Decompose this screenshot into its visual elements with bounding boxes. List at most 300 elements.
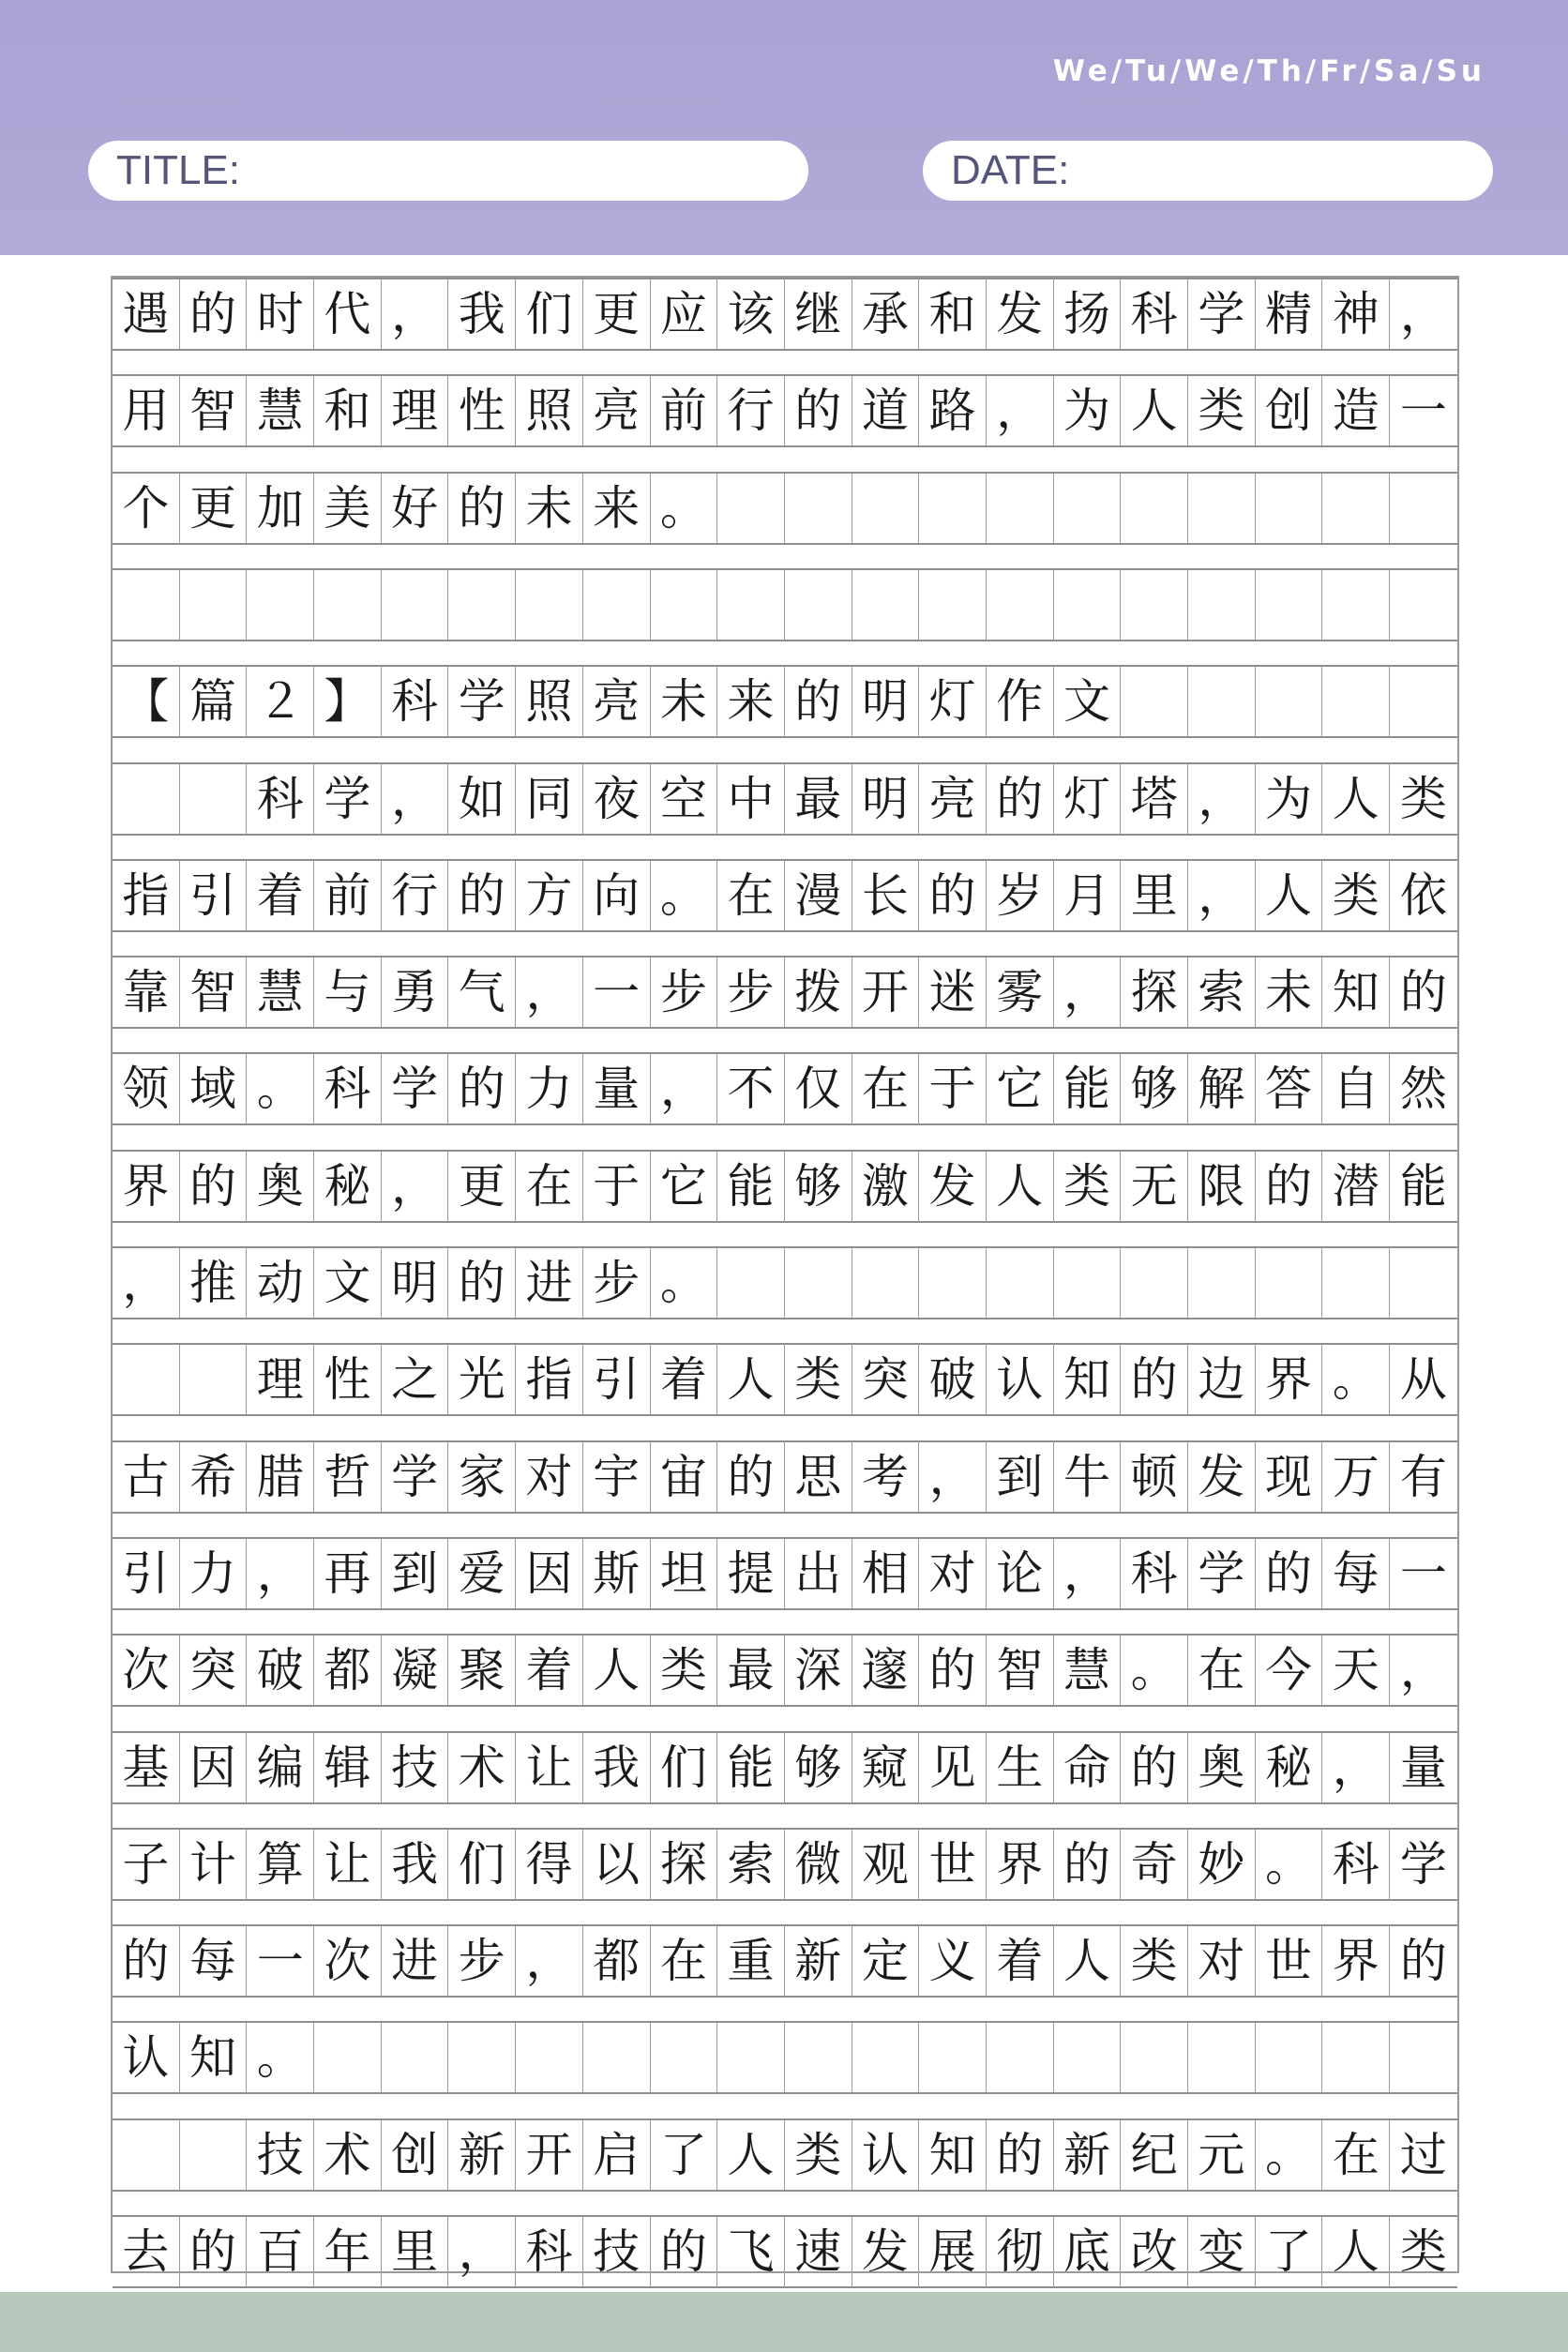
grid-cell bbox=[448, 570, 516, 640]
grid-cell: 与 bbox=[314, 957, 382, 1027]
grid-cell bbox=[314, 570, 382, 640]
grid-cell: 发 bbox=[919, 1152, 987, 1221]
grid-cell: 精 bbox=[1256, 279, 1323, 349]
grid-cell: 希 bbox=[180, 1442, 248, 1512]
grid-cell: ， bbox=[1054, 1539, 1122, 1608]
grid-cell: 考 bbox=[852, 1442, 920, 1512]
manuscript-grid bbox=[111, 276, 1459, 2279]
grid-cell: 未 bbox=[1256, 957, 1323, 1027]
grid-cell: 的 bbox=[919, 861, 987, 930]
grid-cell: ， bbox=[919, 1442, 987, 1512]
grid-cell: 引 bbox=[180, 861, 248, 930]
grid-cell: ， bbox=[382, 764, 449, 834]
footer-bar bbox=[0, 2292, 1568, 2352]
grid-cell: 彻 bbox=[987, 2217, 1054, 2286]
grid-cell: 学 bbox=[448, 667, 516, 736]
grid-cell: 世 bbox=[1256, 1926, 1323, 1996]
title-label: TITLE: bbox=[116, 147, 241, 193]
grid-cell: 界 bbox=[1322, 1926, 1390, 1996]
grid-cell: 学 bbox=[382, 1442, 449, 1512]
grid-cell: ， bbox=[247, 1539, 314, 1608]
grid-cell: 知 bbox=[919, 2120, 987, 2190]
grid-cell: 对 bbox=[1188, 1926, 1256, 1996]
grid-cell bbox=[247, 570, 314, 640]
grid-cell bbox=[113, 570, 180, 640]
title-field[interactable] bbox=[88, 141, 808, 201]
grid-cell bbox=[583, 570, 651, 640]
grid-cell: 科 bbox=[516, 2217, 583, 2286]
grid-cell: 灯 bbox=[1054, 764, 1122, 834]
grid-cell: 奥 bbox=[1188, 1733, 1256, 1802]
grid-cell: 着 bbox=[651, 1345, 718, 1414]
grid-cell bbox=[113, 1345, 180, 1414]
grid-cell: 灯 bbox=[919, 667, 987, 736]
grid-cell: 再 bbox=[314, 1539, 382, 1608]
grid-cell bbox=[1188, 2023, 1256, 2092]
grid-cell: 着 bbox=[987, 1926, 1054, 1996]
grid-cell bbox=[583, 2023, 651, 2092]
grid-cell: 不 bbox=[717, 1054, 785, 1123]
grid-row bbox=[113, 1150, 1457, 1223]
grid-cell: 突 bbox=[180, 1636, 248, 1705]
grid-cell bbox=[785, 474, 852, 543]
grid-cell: 类 bbox=[1054, 1152, 1122, 1221]
grid-cell bbox=[987, 570, 1054, 640]
grid-cell: 在 bbox=[651, 1926, 718, 1996]
grid-cell bbox=[1390, 570, 1457, 640]
grid-row bbox=[113, 1440, 1457, 1514]
grid-cell: 类 bbox=[1399, 2224, 1447, 2279]
grid-cell bbox=[717, 474, 785, 543]
grid-cell: 科 bbox=[1322, 1830, 1390, 1899]
grid-cell bbox=[1256, 1248, 1323, 1318]
grid-cell: 空 bbox=[651, 764, 718, 834]
grid-cell bbox=[1256, 474, 1323, 543]
grid-cell: 观 bbox=[852, 1830, 920, 1899]
grid-cell bbox=[1121, 667, 1188, 736]
grid-cell: 限 bbox=[1188, 1152, 1256, 1221]
grid-cell: 宇 bbox=[583, 1442, 651, 1512]
grid-cell: 新 bbox=[785, 1926, 852, 1996]
grid-cell: 美 bbox=[314, 474, 382, 543]
grid-cell: 遇 bbox=[113, 279, 180, 349]
grid-cell: 奇 bbox=[1121, 1830, 1188, 1899]
weekday-selector[interactable]: We/Tu/We/Th/Fr/Sa/Su bbox=[1052, 54, 1485, 88]
grid-cell: 界 bbox=[1256, 1345, 1323, 1414]
grid-cell: 照 bbox=[516, 376, 583, 445]
grid-cell bbox=[651, 2023, 718, 2092]
grid-cell bbox=[717, 2023, 785, 2092]
grid-row bbox=[113, 1246, 1457, 1319]
grid-cell: 术 bbox=[448, 1733, 516, 1802]
grid-cell: 算 bbox=[247, 1830, 314, 1899]
grid-cell: 哲 bbox=[314, 1442, 382, 1512]
grid-cell: 了 bbox=[651, 2120, 718, 2190]
grid-cell: 】 bbox=[314, 667, 382, 736]
grid-cell: 月 bbox=[1054, 861, 1122, 930]
grid-cell: 顿 bbox=[1121, 1442, 1188, 1512]
grid-cell bbox=[651, 570, 718, 640]
grid-cell: 古 bbox=[113, 1442, 180, 1512]
grid-cell bbox=[180, 1345, 248, 1414]
grid-cell: 论 bbox=[987, 1539, 1054, 1608]
grid-cell: 的 bbox=[1121, 1733, 1188, 1802]
grid-cell: 如 bbox=[448, 764, 516, 834]
grid-cell: 该 bbox=[717, 279, 785, 349]
grid-cell: 科 bbox=[314, 1054, 382, 1123]
grid-cell: 进 bbox=[382, 1926, 449, 1996]
grid-cell: 万 bbox=[1322, 1442, 1390, 1512]
grid-cell: 仅 bbox=[785, 1054, 852, 1123]
grid-cell: 在 bbox=[852, 1054, 920, 1123]
grid-cell: 宙 bbox=[651, 1442, 718, 1512]
grid-cell: 慧 bbox=[1054, 1636, 1122, 1705]
grid-cell: 我 bbox=[583, 1733, 651, 1802]
grid-cell: 推 bbox=[180, 1248, 248, 1318]
grid-cell: 文 bbox=[1054, 667, 1122, 736]
grid-cell: 前 bbox=[314, 861, 382, 930]
grid-cell: 在 bbox=[516, 1152, 583, 1221]
grid-cell: 都 bbox=[583, 1926, 651, 1996]
grid-cell: ， bbox=[516, 957, 583, 1027]
grid-cell: 因 bbox=[516, 1539, 583, 1608]
grid-cell: 的 bbox=[448, 1054, 516, 1123]
grid-cell: ， bbox=[1399, 1643, 1447, 1698]
grid-cell: 步 bbox=[448, 1926, 516, 1996]
grid-cell: 得 bbox=[516, 1830, 583, 1899]
grid-cell: 纪 bbox=[1121, 2120, 1188, 2190]
grid-cell: 智 bbox=[987, 1636, 1054, 1705]
grid-cell bbox=[852, 474, 920, 543]
grid-cell: 更 bbox=[180, 474, 248, 543]
grid-cell: 出 bbox=[785, 1539, 852, 1608]
grid-row bbox=[113, 956, 1457, 1029]
grid-cell: 的 bbox=[113, 1926, 180, 1996]
grid-cell: 的 bbox=[180, 1152, 248, 1221]
grid-cell: 的 bbox=[1399, 965, 1447, 1020]
grid-cell: 创 bbox=[382, 2120, 449, 2190]
grid-cell: 的 bbox=[180, 2217, 248, 2286]
grid-cell: 理 bbox=[247, 1345, 314, 1414]
grid-cell: 依 bbox=[1399, 867, 1447, 923]
grid-cell: 步 bbox=[717, 957, 785, 1027]
grid-cell: ， bbox=[987, 376, 1054, 445]
grid-cell: 雾 bbox=[987, 957, 1054, 1027]
grid-cell bbox=[180, 2120, 248, 2190]
grid-cell: 造 bbox=[1322, 376, 1390, 445]
grid-cell: 元 bbox=[1188, 2120, 1256, 2190]
grid-cell: 【 bbox=[113, 667, 180, 736]
grid-cell: ， bbox=[1322, 1733, 1390, 1802]
grid-cell: 于 bbox=[583, 1152, 651, 1221]
grid-cell: 科 bbox=[1121, 1539, 1188, 1608]
grid-cell bbox=[852, 1248, 920, 1318]
grid-cell: 的 bbox=[785, 667, 852, 736]
grid-cell: 认 bbox=[987, 1345, 1054, 1414]
date-field[interactable] bbox=[923, 141, 1493, 201]
grid-cell: 能 bbox=[1054, 1054, 1122, 1123]
grid-cell: 人 bbox=[1054, 1926, 1122, 1996]
grid-cell: 技 bbox=[247, 2120, 314, 2190]
grid-cell: 它 bbox=[987, 1054, 1054, 1123]
grid-cell bbox=[919, 570, 987, 640]
grid-cell: 的 bbox=[180, 279, 248, 349]
grid-cell: 我 bbox=[448, 279, 516, 349]
grid-cell: 对 bbox=[919, 1539, 987, 1608]
grid-cell bbox=[113, 2120, 180, 2190]
grid-cell: 作 bbox=[987, 667, 1054, 736]
grid-cell: 用 bbox=[113, 376, 180, 445]
grid-cell: 爱 bbox=[448, 1539, 516, 1608]
grid-cell: ， bbox=[1188, 861, 1256, 930]
grid-cell: 明 bbox=[382, 1248, 449, 1318]
grid-cell: 到 bbox=[382, 1539, 449, 1608]
grid-cell: 创 bbox=[1256, 376, 1323, 445]
grid-cell: 边 bbox=[1188, 1345, 1256, 1414]
grid-cell: 里 bbox=[1121, 861, 1188, 930]
grid-row bbox=[113, 2021, 1457, 2094]
grid-cell: 次 bbox=[314, 1926, 382, 1996]
grid-cell: 学 bbox=[1188, 279, 1256, 349]
grid-cell: 向 bbox=[583, 861, 651, 930]
grid-cell: 一 bbox=[1399, 384, 1447, 439]
grid-cell: 今 bbox=[1256, 1636, 1323, 1705]
grid-cell: ， bbox=[1399, 287, 1447, 341]
grid-cell: 人 bbox=[717, 1345, 785, 1414]
grid-cell bbox=[785, 2023, 852, 2092]
grid-cell: 和 bbox=[314, 376, 382, 445]
grid-cell: ， bbox=[382, 1152, 449, 1221]
grid-cell: 更 bbox=[583, 279, 651, 349]
grid-cell: 去 bbox=[113, 2217, 180, 2286]
grid-row bbox=[113, 472, 1457, 545]
grid-cell: 奥 bbox=[247, 1152, 314, 1221]
grid-cell: 的 bbox=[785, 376, 852, 445]
grid-cell: 定 bbox=[852, 1926, 920, 1996]
grid-cell: 破 bbox=[247, 1636, 314, 1705]
grid-cell: 能 bbox=[1399, 1158, 1447, 1214]
grid-cell: 学 bbox=[1399, 1836, 1447, 1892]
grid-cell: 拨 bbox=[785, 957, 852, 1027]
grid-cell: 过 bbox=[1399, 2127, 1447, 2182]
grid-cell: ， bbox=[382, 279, 449, 349]
grid-cell: 家 bbox=[448, 1442, 516, 1512]
grid-cell: 理 bbox=[382, 376, 449, 445]
grid-cell: 引 bbox=[583, 1345, 651, 1414]
grid-cell: 力 bbox=[516, 1054, 583, 1123]
grid-cell: 发 bbox=[987, 279, 1054, 349]
grid-cell: 底 bbox=[1054, 2217, 1122, 2286]
grid-cell: 让 bbox=[516, 1733, 583, 1802]
grid-cell bbox=[1188, 667, 1256, 736]
grid-cell: 都 bbox=[314, 1636, 382, 1705]
grid-cell: 它 bbox=[651, 1152, 718, 1221]
grid-cell: 秘 bbox=[1256, 1733, 1323, 1802]
grid-cell: 深 bbox=[785, 1636, 852, 1705]
grid-cell: 变 bbox=[1188, 2217, 1256, 2286]
grid-cell: 索 bbox=[717, 1830, 785, 1899]
grid-cell: 了 bbox=[1256, 2217, 1323, 2286]
grid-cell: 对 bbox=[516, 1442, 583, 1512]
grid-cell: 认 bbox=[852, 2120, 920, 2190]
grid-cell: 次 bbox=[113, 1636, 180, 1705]
grid-cell bbox=[314, 2023, 382, 2092]
grid-cell: 量 bbox=[583, 1054, 651, 1123]
grid-cell: 知 bbox=[1054, 1345, 1122, 1414]
grid-cell: 腊 bbox=[247, 1442, 314, 1512]
grid-cell: 技 bbox=[583, 2217, 651, 2286]
grid-cell: 技 bbox=[382, 1733, 449, 1802]
grid-cell bbox=[1390, 474, 1457, 543]
grid-cell: 。 bbox=[1256, 1830, 1323, 1899]
grid-cell bbox=[1121, 2023, 1188, 2092]
grid-cell: 基 bbox=[113, 1733, 180, 1802]
grid-cell: 行 bbox=[717, 376, 785, 445]
grid-cell: 漫 bbox=[785, 861, 852, 930]
grid-cell: 智 bbox=[180, 376, 248, 445]
grid-cell: 前 bbox=[651, 376, 718, 445]
grid-cell: 现 bbox=[1256, 1442, 1323, 1512]
grid-cell: 类 bbox=[785, 1345, 852, 1414]
grid-cell: 的 bbox=[448, 861, 516, 930]
grid-cell bbox=[448, 2023, 516, 2092]
grid-cell: 飞 bbox=[717, 2217, 785, 2286]
grid-cell bbox=[987, 2023, 1054, 2092]
grid-row bbox=[113, 1537, 1457, 1610]
grid-cell: 能 bbox=[717, 1733, 785, 1802]
grid-cell: 类 bbox=[651, 1636, 718, 1705]
grid-cell: 慧 bbox=[247, 957, 314, 1027]
grid-cell: 斯 bbox=[583, 1539, 651, 1608]
grid-cell: 然 bbox=[1399, 1062, 1447, 1117]
grid-cell: 塔 bbox=[1121, 764, 1188, 834]
grid-cell: 聚 bbox=[448, 1636, 516, 1705]
grid-cell bbox=[1188, 474, 1256, 543]
grid-cell: 们 bbox=[516, 279, 583, 349]
grid-cell: 能 bbox=[717, 1152, 785, 1221]
header-banner bbox=[0, 0, 1568, 255]
grid-cell: 自 bbox=[1322, 1054, 1390, 1123]
grid-cell: 类 bbox=[1399, 771, 1447, 826]
grid-cell: 的 bbox=[651, 2217, 718, 2286]
grid-cell: 人 bbox=[987, 1152, 1054, 1221]
grid-cell: 同 bbox=[516, 764, 583, 834]
grid-cell: 继 bbox=[785, 279, 852, 349]
grid-cell: 篇 bbox=[180, 667, 248, 736]
grid-cell: ， bbox=[113, 1248, 180, 1318]
grid-cell: 速 bbox=[785, 2217, 852, 2286]
grid-cell: 更 bbox=[448, 1152, 516, 1221]
grid-cell: 一 bbox=[1399, 1545, 1447, 1601]
grid-cell bbox=[1256, 667, 1323, 736]
grid-cell: 气 bbox=[448, 957, 516, 1027]
grid-cell: 每 bbox=[1322, 1539, 1390, 1608]
grid-cell: 学 bbox=[382, 1054, 449, 1123]
grid-cell bbox=[382, 570, 449, 640]
grid-cell: 人 bbox=[717, 2120, 785, 2190]
grid-cell bbox=[1188, 1248, 1256, 1318]
grid-cell bbox=[1322, 2023, 1390, 2092]
grid-cell: 世 bbox=[919, 1830, 987, 1899]
grid-cell: 文 bbox=[314, 1248, 382, 1318]
grid-cell: 承 bbox=[852, 279, 920, 349]
grid-cell: 开 bbox=[852, 957, 920, 1027]
grid-cell: 领 bbox=[113, 1054, 180, 1123]
grid-cell: 以 bbox=[583, 1830, 651, 1899]
grid-cell: 知 bbox=[1322, 957, 1390, 1027]
grid-cell: 。 bbox=[247, 1054, 314, 1123]
grid-cell bbox=[1054, 2023, 1122, 2092]
grid-cell: 百 bbox=[247, 2217, 314, 2286]
grid-cell: 够 bbox=[785, 1152, 852, 1221]
grid-cell: ， bbox=[448, 2217, 516, 2286]
grid-cell: 人 bbox=[1322, 2217, 1390, 2286]
grid-cell: 。 bbox=[1322, 1345, 1390, 1414]
grid-cell: 秘 bbox=[314, 1152, 382, 1221]
grid-row bbox=[113, 278, 1457, 351]
grid-cell: 发 bbox=[1188, 1442, 1256, 1512]
grid-cell: 智 bbox=[180, 957, 248, 1027]
grid-cell: 从 bbox=[1399, 1352, 1447, 1408]
grid-cell: 于 bbox=[919, 1054, 987, 1123]
grid-cell: 亮 bbox=[583, 667, 651, 736]
grid-cell: 指 bbox=[113, 861, 180, 930]
grid-cell: 认 bbox=[113, 2023, 180, 2092]
grid-cell: 。 bbox=[651, 474, 718, 543]
grid-cell: 之 bbox=[382, 1345, 449, 1414]
grid-cell: 学 bbox=[1188, 1539, 1256, 1608]
grid-cell: 道 bbox=[852, 376, 920, 445]
grid-cell: 因 bbox=[180, 1733, 248, 1802]
grid-cell: ， bbox=[516, 1926, 583, 1996]
grid-row bbox=[113, 2118, 1457, 2192]
grid-cell bbox=[180, 570, 248, 640]
grid-row bbox=[113, 859, 1457, 932]
grid-cell: 迷 bbox=[919, 957, 987, 1027]
grid-cell: 和 bbox=[919, 279, 987, 349]
grid-cell: 照 bbox=[516, 667, 583, 736]
grid-cell: 的 bbox=[919, 1636, 987, 1705]
grid-cell bbox=[1188, 570, 1256, 640]
grid-cell: 编 bbox=[247, 1733, 314, 1802]
grid-cell: 新 bbox=[1054, 2120, 1122, 2190]
grid-row bbox=[113, 1828, 1457, 1901]
grid-cell: 解 bbox=[1188, 1054, 1256, 1123]
grid-cell bbox=[1121, 1248, 1188, 1318]
grid-cell: 夜 bbox=[583, 764, 651, 834]
grid-cell: 人 bbox=[1256, 861, 1323, 930]
grid-cell: 探 bbox=[651, 1830, 718, 1899]
grid-cell: 未 bbox=[651, 667, 718, 736]
grid-cell: 最 bbox=[785, 764, 852, 834]
grid-cell: 行 bbox=[382, 861, 449, 930]
grid-row bbox=[113, 1731, 1457, 1804]
grid-cell: 学 bbox=[314, 764, 382, 834]
grid-cell: 里 bbox=[382, 2217, 449, 2286]
grid-cell bbox=[717, 1248, 785, 1318]
grid-cell bbox=[785, 570, 852, 640]
grid-cell: 的 bbox=[448, 474, 516, 543]
grid-cell: 探 bbox=[1121, 957, 1188, 1027]
grid-cell: 启 bbox=[583, 2120, 651, 2190]
grid-cell: 答 bbox=[1256, 1054, 1323, 1123]
grid-cell: 来 bbox=[583, 474, 651, 543]
grid-cell bbox=[1322, 474, 1390, 543]
grid-cell: 重 bbox=[717, 1926, 785, 1996]
grid-cell: 见 bbox=[919, 1733, 987, 1802]
grid-cell: 进 bbox=[516, 1248, 583, 1318]
grid-cell: 思 bbox=[785, 1442, 852, 1512]
